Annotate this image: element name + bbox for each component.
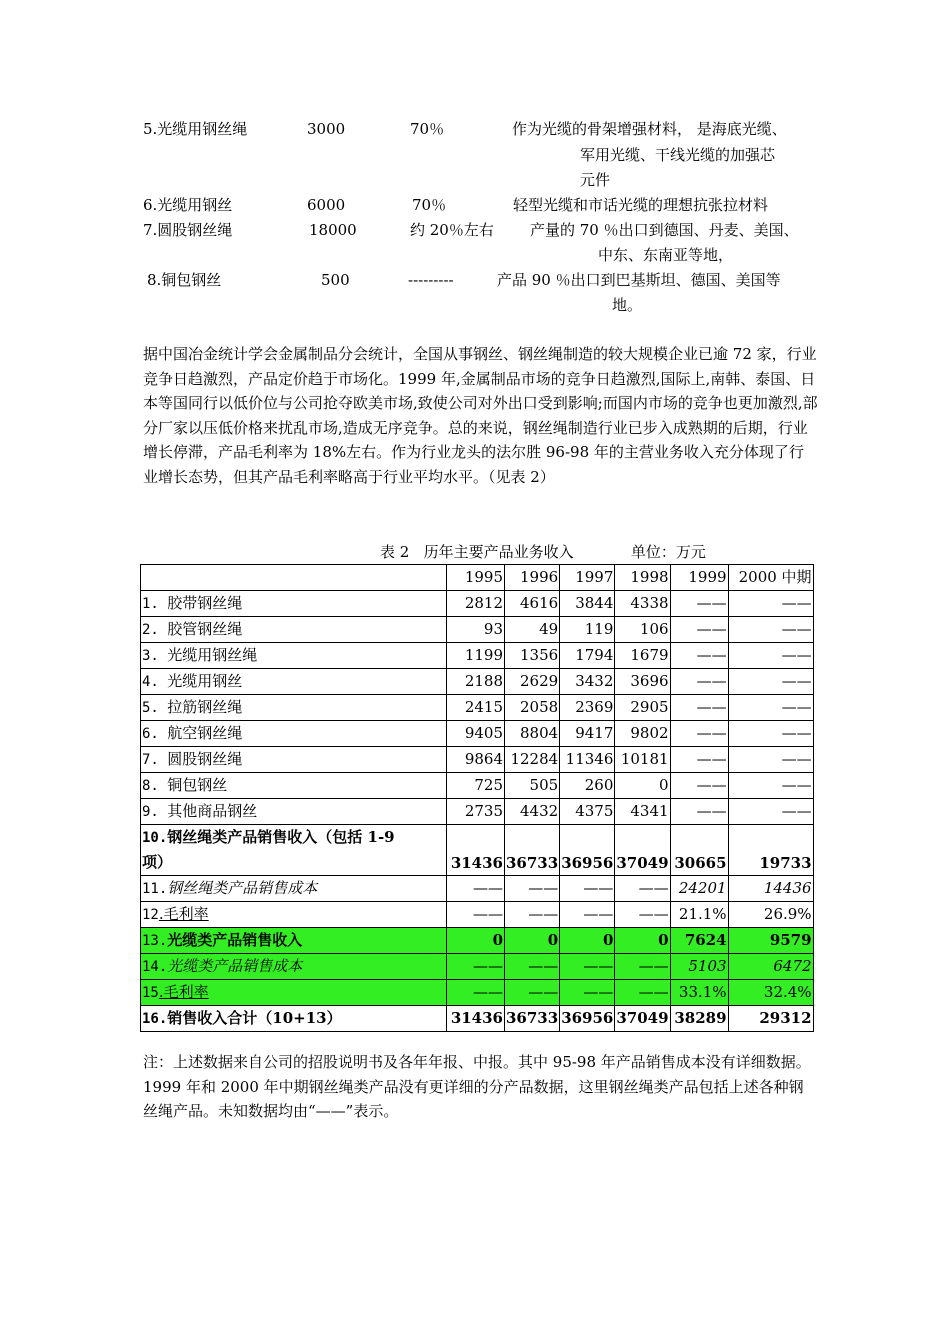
table-unit: 单位：万元 xyxy=(630,543,706,561)
table-row xyxy=(141,668,814,694)
table-row-grand-total xyxy=(141,1005,814,1031)
table-cell: 30665 xyxy=(670,824,728,875)
product-desc: 产品 90 ％出口到巴基斯坦、德国、美国等 xyxy=(497,271,781,289)
table-cell: 32.4% xyxy=(728,979,813,1005)
table-cell: —— xyxy=(615,875,670,901)
row-label xyxy=(141,642,447,668)
table-cell: 0 xyxy=(505,927,560,953)
table-title: 表 2 历年主要产品业务收入 xyxy=(380,543,574,561)
row-label xyxy=(141,927,447,953)
table-cell: 260 xyxy=(560,772,615,798)
product-desc: 作为光缆的骨架增强材料， 是海底光缆、 xyxy=(512,120,787,138)
table-row-optical-margin xyxy=(141,979,814,1005)
table-row xyxy=(141,694,814,720)
row-number: 3. xyxy=(142,647,168,664)
table-row-total-wire-rope xyxy=(141,824,814,875)
product-qty: 18000 xyxy=(309,221,357,239)
table-cell: 31436 xyxy=(447,1005,505,1031)
row-label xyxy=(141,824,447,875)
table-cell: 2415 xyxy=(447,694,505,720)
table-cell: 7624 xyxy=(670,927,728,953)
row-number: 11. xyxy=(142,880,168,897)
row-text: 项） xyxy=(142,852,173,871)
product-desc: 产量的 70 ％出口到德国、丹麦、美国、 xyxy=(530,221,799,239)
table-cell: 0 xyxy=(615,772,670,798)
table-row xyxy=(141,772,814,798)
table-cell: 725 xyxy=(447,772,505,798)
row-text: 光缆类产品销售成本 xyxy=(167,956,303,975)
table-cell: 4616 xyxy=(505,590,560,616)
table-cell: —— xyxy=(505,875,560,901)
table-cell: —— xyxy=(670,642,728,668)
table-cell: 9864 xyxy=(447,746,505,772)
table-cell: —— xyxy=(615,953,670,979)
table-footnote: 注：上述数据来自公司的招股说明书及各年年报、中报。其中 95-98 年产品销售成本没有详细数据。1999 年和 2000 年中期钢丝绳类产品没有更详细的分产品数据，这里钢丝绳类产品包括上述各种钢丝绳产品。未知数据均由“——”表示。 xyxy=(143,1053,811,1120)
table-cell: —— xyxy=(560,901,615,927)
table-row xyxy=(141,720,814,746)
row-text: .毛利率 xyxy=(158,904,209,923)
table-cell: 9405 xyxy=(447,720,505,746)
table-cell: 33.1% xyxy=(670,979,728,1005)
row-number: 4. xyxy=(142,673,168,690)
table-cell: —— xyxy=(447,953,505,979)
table-cell: —— xyxy=(505,901,560,927)
table-cell: —— xyxy=(728,694,813,720)
table-cell: 8804 xyxy=(505,720,560,746)
table-cell: 2188 xyxy=(447,668,505,694)
table-cell: —— xyxy=(728,668,813,694)
table-cell: —— xyxy=(670,616,728,642)
row-label xyxy=(141,668,447,694)
table-cell: 9579 xyxy=(728,927,813,953)
table-cell: 2058 xyxy=(505,694,560,720)
row-number: 8. xyxy=(142,777,168,794)
row-number: 13. xyxy=(142,932,168,949)
table-cell: 26.9% xyxy=(728,901,813,927)
header-cell xyxy=(141,565,447,591)
table-cell: 9417 xyxy=(560,720,615,746)
table-cell: 37049 xyxy=(615,824,670,875)
row-number: 1. xyxy=(142,595,168,612)
product-name: 8.铜包钢丝 xyxy=(147,271,222,289)
row-text: 光缆用钢丝 xyxy=(167,671,243,690)
row-number: 6. xyxy=(142,725,168,742)
table-caption xyxy=(380,541,706,562)
product-name: 7.圆股钢丝绳 xyxy=(143,221,233,239)
header-cell: 1997 xyxy=(560,565,615,591)
row-text: 拉筋钢丝绳 xyxy=(167,697,243,716)
table-row xyxy=(141,642,814,668)
analysis-paragraph: 据中国冶金统计学会金属制品分会统计，全国从事钢丝、钢丝绳制造的较大规模企业已逾 72 家，行业竞争日趋激烈，产品定价趋于市场化。1999 年,金属制品市场的竞争日趋激烈,国际上,南韩、泰国、日本等国同行以低价位与公司抢夺欧美市场,致使公司对外出口受到影响;而国内市场的竞争也更加激烈,部分厂家以压低价格来扰乱市场,造成无序竞争。总的来说，钢丝绳制造行业已步入成熟期的后期，行业增长停滞，产品毛利率为 18%左右。作为行业龙头的法尔胜 96-98 年的主营业务收入充分体现了行业增长态势，但其产品毛利率略高于行业平均水平。（见表 2） xyxy=(143,345,818,486)
table-row-optical-revenue xyxy=(141,927,814,953)
table-cell: 24201 xyxy=(670,875,728,901)
product-desc: 地。 xyxy=(612,296,643,314)
table-cell: 93 xyxy=(447,616,505,642)
table-cell: —— xyxy=(670,772,728,798)
table-cell: 1356 xyxy=(505,642,560,668)
table-cell: —— xyxy=(670,798,728,824)
table-row-optical-cost xyxy=(141,953,814,979)
table-cell: 21.1% xyxy=(670,901,728,927)
row-text: 其他商品钢丝 xyxy=(167,801,258,820)
table-cell: —— xyxy=(447,979,505,1005)
table-cell: 10181 xyxy=(615,746,670,772)
row-text: 光缆用钢丝绳 xyxy=(167,645,258,664)
header-cell: 1999 xyxy=(670,565,728,591)
product-desc: 元件 xyxy=(580,171,611,189)
row-label xyxy=(141,694,447,720)
table-cell: —— xyxy=(728,746,813,772)
table-cell: 36956 xyxy=(560,1005,615,1031)
product-name: 6.光缆用钢丝 xyxy=(143,196,233,214)
table-cell: —— xyxy=(505,979,560,1005)
row-label xyxy=(141,616,447,642)
table-cell: —— xyxy=(670,720,728,746)
row-text: 钢丝绳类产品销售收入（包括 1-9 xyxy=(167,827,395,846)
table-cell: 4341 xyxy=(615,798,670,824)
row-number: 9. xyxy=(142,803,168,820)
table-cell: 6472 xyxy=(728,953,813,979)
table-header-row xyxy=(141,565,814,591)
row-text: 胶带钢丝绳 xyxy=(167,593,243,612)
row-number: 2. xyxy=(142,621,168,638)
product-name: 5.光缆用钢丝绳 xyxy=(143,120,248,138)
product-qty: 500 xyxy=(321,271,350,289)
table-cell: 19733 xyxy=(728,824,813,875)
table-cell: —— xyxy=(447,901,505,927)
table-cell: 49 xyxy=(505,616,560,642)
row-label xyxy=(141,720,447,746)
row-text: 光缆类产品销售收入 xyxy=(167,930,303,949)
product-desc: 军用光缆、干线光缆的加强芯 xyxy=(580,146,776,164)
row-label xyxy=(141,798,447,824)
table-row-margin xyxy=(141,901,814,927)
product-qty: 3000 xyxy=(307,120,346,138)
table-cell: 37049 xyxy=(615,1005,670,1031)
header-cell: 1996 xyxy=(505,565,560,591)
table-cell: —— xyxy=(560,953,615,979)
row-label xyxy=(141,875,447,901)
row-label xyxy=(141,746,447,772)
table-cell: 119 xyxy=(560,616,615,642)
table-cell: 3696 xyxy=(615,668,670,694)
product-desc: 中东、东南亚等地， xyxy=(598,246,734,264)
header-cell: 1995 xyxy=(447,565,505,591)
table-row xyxy=(141,590,814,616)
table-cell: 36733 xyxy=(505,1005,560,1031)
table-row xyxy=(141,616,814,642)
table-cell: 36733 xyxy=(505,824,560,875)
table-row-cost xyxy=(141,875,814,901)
row-number: 14. xyxy=(142,958,168,975)
table-cell: 14436 xyxy=(728,875,813,901)
table-cell: 106 xyxy=(615,616,670,642)
table-cell: 1794 xyxy=(560,642,615,668)
revenue-table xyxy=(140,564,814,1032)
table-cell: 2812 xyxy=(447,590,505,616)
row-text: 航空钢丝绳 xyxy=(167,723,243,742)
table-cell: —— xyxy=(728,642,813,668)
table-cell: 12284 xyxy=(505,746,560,772)
table-cell: —— xyxy=(560,979,615,1005)
table-cell: —— xyxy=(615,901,670,927)
table-cell: —— xyxy=(670,668,728,694)
table-cell: 3844 xyxy=(560,590,615,616)
table-cell: —— xyxy=(728,798,813,824)
table-cell: —— xyxy=(615,979,670,1005)
header-cell: 2000 中期 xyxy=(728,565,813,591)
table-cell: —— xyxy=(728,616,813,642)
table-cell: —— xyxy=(560,875,615,901)
row-number: 16. xyxy=(142,1010,168,1027)
table-row xyxy=(141,746,814,772)
row-label xyxy=(141,979,447,1005)
table-cell: —— xyxy=(670,746,728,772)
row-label xyxy=(141,901,447,927)
table-cell: 1199 xyxy=(447,642,505,668)
row-text: 胶管钢丝绳 xyxy=(167,619,243,638)
row-number: 5. xyxy=(142,699,168,716)
row-number: 10. xyxy=(142,829,168,846)
table-row xyxy=(141,798,814,824)
row-text: .毛利率 xyxy=(158,982,209,1001)
table-cell: 2629 xyxy=(505,668,560,694)
table-cell: 0 xyxy=(560,927,615,953)
table-cell: 29312 xyxy=(728,1005,813,1031)
table-cell: —— xyxy=(728,590,813,616)
product-share: 约 20％左右 xyxy=(410,221,494,239)
row-label xyxy=(141,590,447,616)
table-cell: 2905 xyxy=(615,694,670,720)
product-share: --------- xyxy=(408,271,454,289)
table-cell: —— xyxy=(505,953,560,979)
row-text: 钢丝绳类产品销售成本 xyxy=(167,878,318,897)
row-text: 圆股钢丝绳 xyxy=(167,749,243,768)
row-label xyxy=(141,953,447,979)
product-share: 70％ xyxy=(410,120,445,138)
table-cell: 0 xyxy=(615,927,670,953)
table-cell: 4375 xyxy=(560,798,615,824)
table-cell: 0 xyxy=(447,927,505,953)
table-cell: 505 xyxy=(505,772,560,798)
row-label xyxy=(141,1005,447,1031)
table-cell: 38289 xyxy=(670,1005,728,1031)
row-number: 12 xyxy=(142,906,159,923)
table-cell: 2369 xyxy=(560,694,615,720)
table-cell: —— xyxy=(670,590,728,616)
table-cell: —— xyxy=(670,694,728,720)
table-cell: —— xyxy=(447,875,505,901)
table-cell: —— xyxy=(728,720,813,746)
table-cell: 1679 xyxy=(615,642,670,668)
table-cell: 5103 xyxy=(670,953,728,979)
table-cell: 2735 xyxy=(447,798,505,824)
row-text: 销售收入合计（10+13） xyxy=(167,1008,342,1027)
table-cell: 4338 xyxy=(615,590,670,616)
table-cell: 11346 xyxy=(560,746,615,772)
table-cell: 36956 xyxy=(560,824,615,875)
product-share: 70％ xyxy=(412,196,447,214)
product-qty: 6000 xyxy=(307,196,346,214)
table-cell: 31436 xyxy=(447,824,505,875)
table-cell: —— xyxy=(728,772,813,798)
product-desc: 轻型光缆和市话光缆的理想抗张拉材料 xyxy=(513,196,769,214)
row-text: 铜包钢丝 xyxy=(167,775,228,794)
table-cell: 3432 xyxy=(560,668,615,694)
row-label xyxy=(141,772,447,798)
header-cell: 1998 xyxy=(615,565,670,591)
row-number: 15 xyxy=(142,984,159,1001)
row-number: 7. xyxy=(142,751,168,768)
table-cell: 4432 xyxy=(505,798,560,824)
table-cell: 9802 xyxy=(615,720,670,746)
